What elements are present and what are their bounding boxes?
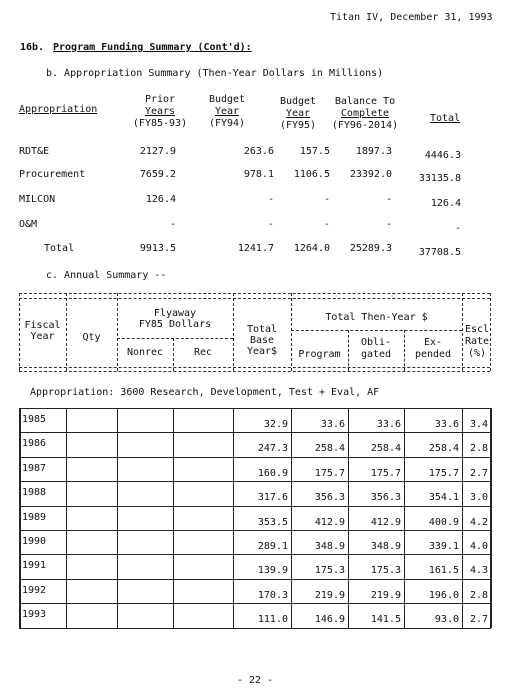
annual-cell-program: 33.6 (320, 419, 345, 430)
annual-cell-year: 1991 (22, 560, 47, 572)
approp-cell-balance: 23392.0 (349, 169, 392, 180)
annual-cell-base: 170.3 (257, 589, 288, 601)
col-prior-2: Years (144, 106, 176, 117)
annual-cell-base: 160.9 (257, 467, 288, 479)
approp-cell-fy95: 1264.0 (293, 243, 330, 254)
annual-cell-year: 1988 (22, 487, 47, 499)
annual-cell-escl: 3.0 (469, 492, 488, 504)
col-expended-1: Ex- (423, 337, 443, 348)
annual-cell-program: 219.9 (314, 589, 345, 601)
approp-cell-total: 33135.8 (418, 173, 461, 184)
annual-cell-expended: 354.1 (428, 492, 459, 504)
annual-cell-expended: 196.0 (428, 589, 459, 601)
annual-cell-program: 146.9 (314, 614, 345, 626)
annual-cell-obligated: 412.9 (370, 516, 401, 528)
col-escl-3: (%) (467, 348, 487, 359)
col-base-3: Year$ (246, 346, 278, 357)
approp-cell-prior: 126.4 (145, 194, 176, 205)
annual-cell-escl: 2.8 (469, 443, 488, 455)
approp-cell-prior: 7659.2 (139, 169, 176, 180)
approp-cell-name: Procurement (19, 169, 86, 180)
annual-cell-expended: 33.6 (434, 419, 459, 430)
col-obligated-2: gated (360, 349, 392, 360)
annual-cell-year: 1987 (22, 462, 47, 474)
approp-cell-name: MILCON (19, 194, 56, 205)
approp-cell-fy94: - (267, 194, 274, 205)
annual-summary-title: c. Annual Summary -- (46, 270, 167, 281)
annual-cell-obligated: 141.5 (370, 614, 401, 626)
col-total: Total (430, 113, 461, 124)
approp-cell-fy94: 1241.7 (237, 243, 274, 254)
approp-cell-prior: - (169, 219, 176, 230)
annual-cell-year: 1986 (22, 438, 47, 450)
annual-cell-escl: 4.2 (469, 516, 488, 528)
annual-cell-expended: 93.0 (434, 614, 459, 626)
approp-cell-name: Total (44, 243, 75, 254)
col-fiscal-1: Fiscal (24, 320, 61, 331)
annual-cell-escl: 2.7 (469, 614, 488, 626)
annual-cell-obligated: 258.4 (370, 443, 401, 455)
approp-cell-total: 4446.3 (424, 150, 461, 161)
annual-cell-base: 289.1 (257, 541, 288, 552)
col-flyaway-2: FY85 Dollars (138, 319, 212, 330)
approp-cell-prior: 9913.5 (139, 243, 176, 254)
col-fy95-1: Budget (279, 96, 317, 107)
col-fy94-2: Year (214, 106, 240, 117)
annual-cell-program: 258.4 (314, 443, 345, 455)
approp-cell-total: 126.4 (430, 198, 461, 209)
annual-cell-escl: 2.7 (469, 467, 488, 479)
approp-cell-fy95: 157.5 (299, 146, 330, 157)
col-balance-1: Balance To (334, 96, 396, 107)
approp-cell-fy94: - (267, 219, 274, 230)
appropriation-line: Appropriation: 3600 Research, Development, Test + Eval, AF (30, 387, 380, 398)
approp-cell-name: RDT&E (19, 146, 50, 157)
col-appropriation: Appropriation (19, 104, 98, 115)
approp-summary-title: b. Appropriation Summary (Then-Year Dollars in Millions) (46, 68, 384, 79)
col-escl-2: Rate (464, 336, 490, 347)
approp-cell-fy95: - (323, 194, 330, 205)
annual-cell-obligated: 348.9 (370, 541, 401, 552)
col-escl-1: Escl (464, 324, 490, 335)
col-nonrec: Nonrec (126, 347, 164, 358)
annual-cell-program: 412.9 (314, 516, 345, 528)
annual-cell-base: 32.9 (263, 419, 288, 430)
annual-cell-program: 348.9 (314, 541, 345, 552)
col-fy95-3: (FY95) (279, 120, 317, 131)
annual-cell-base: 111.0 (257, 614, 288, 626)
page-number: - 22 - (237, 675, 274, 686)
approp-cell-total: - (454, 223, 461, 234)
annual-cell-obligated: 219.9 (370, 589, 401, 601)
annual-cell-program: 356.3 (314, 492, 345, 504)
col-program: Program (298, 349, 341, 360)
annual-cell-program: 175.7 (314, 467, 345, 479)
col-prior-1: Prior (144, 94, 176, 105)
annual-cell-base: 139.9 (257, 565, 288, 577)
annual-cell-obligated: 175.3 (370, 565, 401, 577)
section-number: 16b. (20, 42, 45, 53)
col-balance-3: (FY96-2014) (331, 120, 399, 131)
annual-cell-expended: 339.1 (428, 541, 459, 552)
col-rec: Rec (193, 347, 213, 358)
annual-cell-program: 175.3 (314, 565, 345, 577)
annual-cell-year: 1992 (22, 584, 47, 596)
section-title: Program Funding Summary (Cont'd): (53, 42, 252, 53)
col-fy94-3: (FY94) (208, 118, 246, 129)
approp-cell-fy95: 1106.5 (293, 169, 330, 180)
col-qty: Qty (82, 332, 101, 343)
approp-cell-name: O&M (19, 219, 38, 230)
approp-cell-balance: 25289.3 (349, 243, 392, 254)
approp-cell-prior: 2127.9 (139, 146, 176, 157)
annual-cell-obligated: 33.6 (376, 419, 401, 430)
annual-cell-base: 353.5 (257, 516, 288, 528)
approp-cell-total: 37708.5 (418, 247, 461, 258)
approp-cell-balance: 1897.3 (355, 146, 392, 157)
annual-cell-year: 1985 (22, 414, 47, 425)
annual-cell-base: 317.6 (257, 492, 288, 504)
col-prior-3: (FY85-93) (132, 118, 188, 129)
annual-cell-year: 1989 (22, 511, 47, 523)
col-expended-2: pended (414, 349, 452, 360)
annual-cell-year: 1993 (22, 609, 47, 621)
annual-cell-year: 1990 (22, 536, 47, 547)
col-balance-2: Complete (340, 108, 390, 119)
document-header: Titan IV, December 31, 1993 (330, 12, 493, 23)
annual-cell-base: 247.3 (257, 443, 288, 455)
annual-cell-escl: 2.8 (469, 589, 488, 601)
col-total-then: Total Then-Year $ (325, 312, 428, 323)
col-base-2: Base (249, 335, 275, 346)
annual-cell-expended: 161.5 (428, 565, 459, 577)
approp-cell-fy95: - (323, 219, 330, 230)
approp-cell-fy94: 263.6 (243, 146, 274, 157)
approp-cell-balance: - (385, 219, 392, 230)
col-obligated-1: Obli- (360, 337, 392, 348)
annual-cell-escl: 3.4 (469, 419, 488, 430)
approp-cell-balance: - (385, 194, 392, 205)
annual-cell-expended: 175.7 (428, 467, 459, 479)
approp-cell-fy94: 978.1 (243, 169, 274, 180)
col-fiscal-2: Year (30, 331, 55, 342)
annual-cell-obligated: 175.7 (370, 467, 401, 479)
col-flyaway-1: Flyaway (153, 308, 197, 319)
annual-cell-expended: 400.9 (428, 516, 459, 528)
annual-cell-escl: 4.3 (469, 565, 488, 577)
col-fy95-2: Year (285, 108, 311, 119)
col-fy94-1: Budget (208, 94, 246, 105)
annual-cell-expended: 258.4 (428, 443, 459, 455)
annual-cell-escl: 4.0 (469, 541, 488, 552)
col-base-1: Total (246, 324, 278, 335)
annual-cell-obligated: 356.3 (370, 492, 401, 504)
